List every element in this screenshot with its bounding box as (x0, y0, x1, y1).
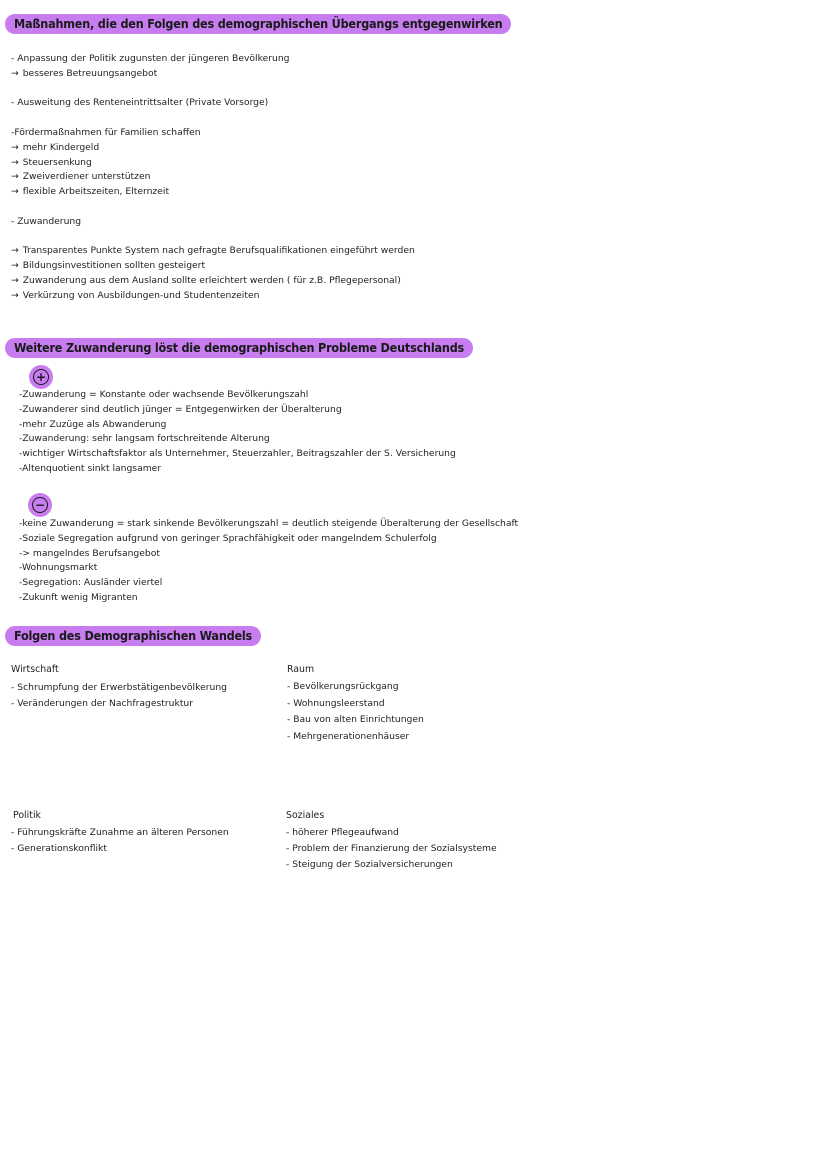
column-title-wirtschaft: Wirtschaft (11, 664, 59, 675)
list-item: -Fördermaßnahmen für Familien schaffen (11, 126, 201, 138)
list-item: → Zuwanderung aus dem Ausland sollte erleichtert werden ( für z.B. Pflegepersonal) (11, 274, 401, 286)
arrow-icon: → (11, 274, 19, 286)
arrow-icon: → (11, 260, 19, 272)
list-item: -Soziale Segregation aufgrund von geringer Sprachfähigkeit oder mangelndem Schulerfolg (19, 532, 437, 544)
list-item: - Veränderungen der Nachfragestruktur (11, 698, 194, 709)
arrow-icon: → (11, 289, 19, 301)
list-item: -Zuwanderung = Konstante oder wachsende Bevölkerungszahl (19, 389, 309, 400)
list-item: -keine Zuwanderung = stark sinkende Bevölkerungszahl = deutlich steigende Überalterung der Gesellschaft (19, 518, 519, 529)
list-item: - Generationskonflikt (11, 843, 107, 854)
list-item: → mehr Kindergeld (11, 141, 100, 153)
list-item: → flexible Arbeitszeiten, Elternzeit (11, 186, 170, 198)
cons-list (19, 517, 518, 606)
list-item: - Steigung der Sozialversicherungen (286, 859, 453, 870)
list-item: - Schrumpfung der Erwerbstätigenbevölkerung (11, 682, 227, 693)
list-item: -Wohnungsmarkt (19, 562, 98, 574)
list-item: -mehr Zuzüge als Abwanderung (19, 418, 167, 430)
list-item: → Steuersenkung (11, 156, 92, 168)
list-item: -Zuwanderer sind deutlich jünger = Entgegenwirken der Überalterung (19, 403, 342, 415)
list-item: - Zuwanderung (11, 215, 82, 227)
soziales-list (286, 825, 497, 873)
column-title-soziales: Soziales (286, 810, 325, 821)
list-item: → Bildungsinvestitionen sollten gesteigert (11, 260, 206, 272)
list-item: → Verkürzung von Ausbildungen-und Studentenzeiten (11, 289, 260, 301)
column-title-politik: Politik (13, 810, 41, 821)
section-heading-consequences: Folgen des Demographischen Wandels (5, 626, 261, 646)
list-item: -Zukunft wenig Migranten (19, 591, 138, 603)
list-item: - Mehrgenerationenhäuser (287, 730, 410, 742)
list-item: - Führungskräfte Zunahme an älteren Personen (11, 827, 229, 838)
measures-list (11, 52, 415, 304)
arrow-icon: → (11, 186, 19, 198)
list-item: - Bevölkerungsrückgang (287, 681, 399, 692)
raum-list (287, 679, 424, 745)
arrow-icon: → (11, 245, 19, 257)
list-item: -Altenquotient sinkt langsamer (19, 462, 162, 474)
list-item: → besseres Betreuungsangebot (11, 67, 158, 79)
politik-list (11, 825, 229, 857)
list-item: -wichtiger Wirtschaftsfaktor als Unternehmer, Steuerzahler, Beitragszahler der S. Versicherung (19, 448, 456, 460)
list-item: -> mangelndes Berufsangebot (19, 547, 160, 559)
pros-list (19, 388, 456, 477)
arrow-icon: → (11, 171, 19, 183)
list-item: → Transparentes Punkte System nach gefragte Berufsqualifikationen eingeführt werden (11, 245, 415, 257)
list-item: - höherer Pflegeaufwand (286, 827, 399, 838)
section-heading-immigration: Weitere Zuwanderung löst die demographischen Probleme Deutschlands (5, 338, 473, 358)
list-item: - Problem der Finanzierung der Sozialsysteme (286, 843, 497, 854)
column-title-raum: Raum (287, 664, 315, 675)
list-item: -Segregation: Ausländer viertel (19, 577, 163, 589)
list-item: - Bau von alten Einrichtungen (287, 714, 424, 725)
list-item: - Ausweitung des Renteneintrittsalter (Private Vorsorge) (11, 97, 269, 109)
wirtschaft-list (11, 680, 227, 712)
list-item: → Zweiverdiener unterstützen (11, 171, 151, 183)
plus-circle-icon: + (29, 365, 53, 389)
arrow-icon: → (11, 67, 19, 79)
list-item: - Wohnungsleerstand (287, 697, 385, 709)
list-item: - Anpassung der Politik zugunsten der jüngeren Bevölkerung (11, 53, 290, 64)
arrow-icon: → (11, 141, 19, 153)
section-heading-measures: Maßnahmen, die den Folgen des demographischen Übergangs entgegenwirken (5, 14, 511, 34)
minus-circle-icon: − (28, 493, 52, 517)
arrow-icon: → (11, 156, 19, 168)
list-item: -Zuwanderung: sehr langsam fortschreitende Alterung (19, 433, 270, 445)
